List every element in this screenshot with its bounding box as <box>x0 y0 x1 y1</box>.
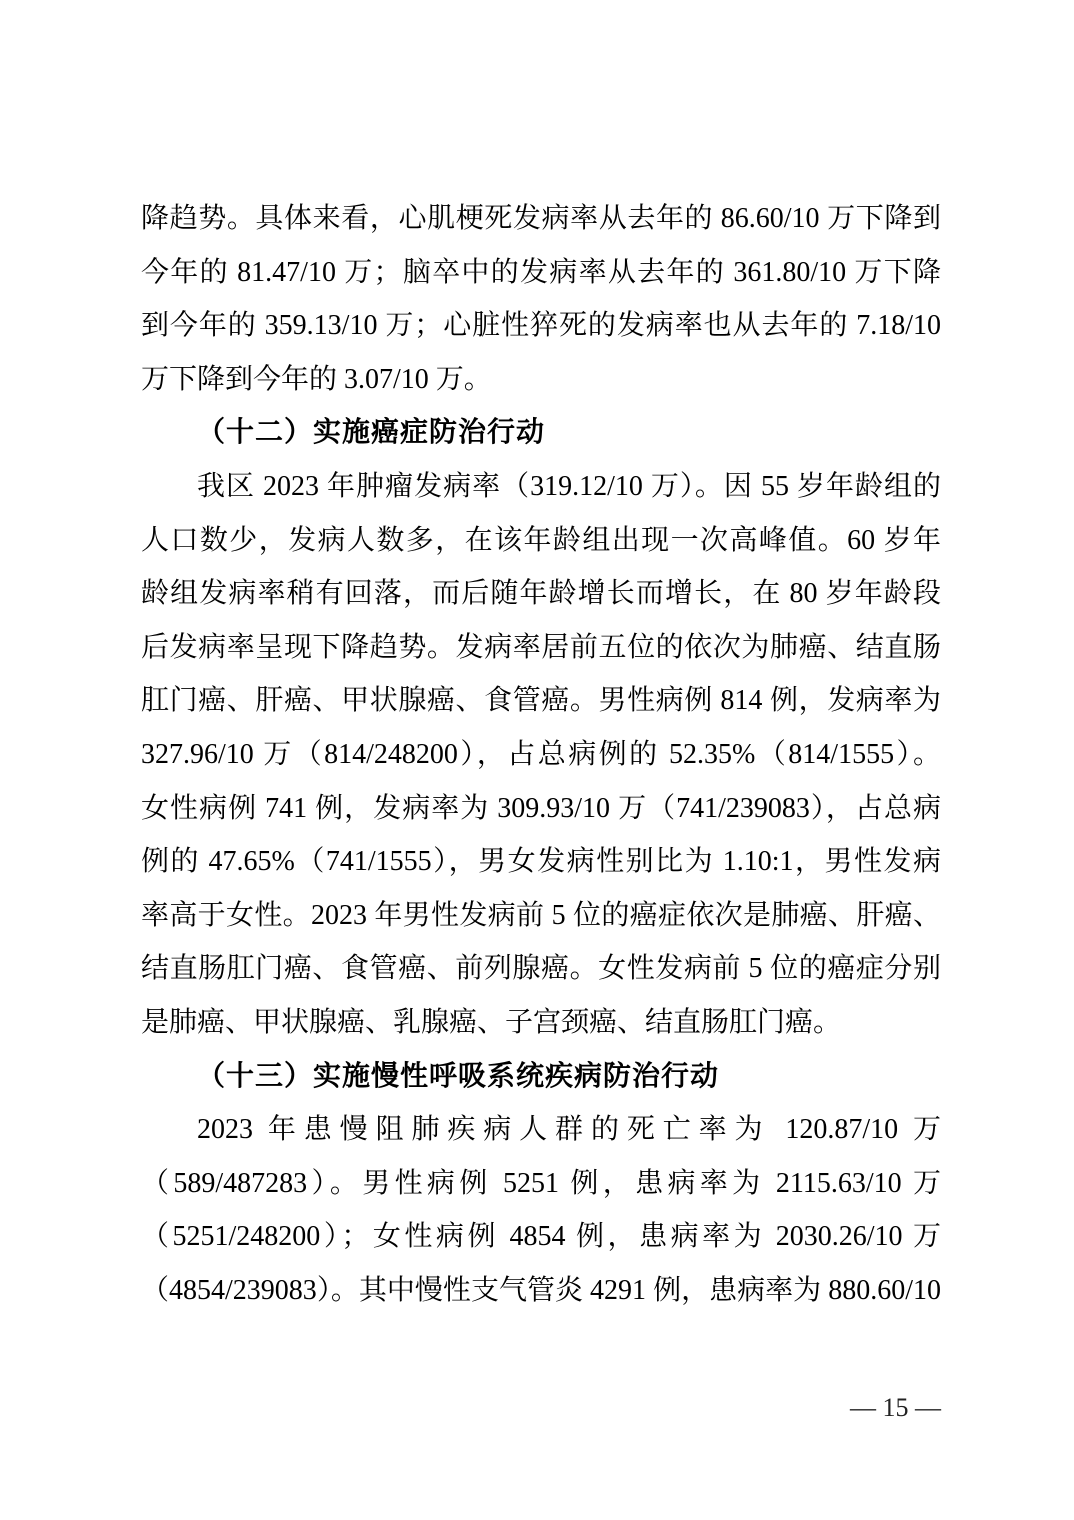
body-line: 到今年的 359.13/10 万；心脏性猝死的发病率也从去年的 7.18/10 <box>141 310 941 342</box>
body-line: 是肺癌、甲状腺癌、乳腺癌、子宫颈癌、结直肠肛门癌。 <box>141 1006 842 1038</box>
body-line: 后发病率呈现下降趋势。发病率居前五位的依次为肺癌、结直肠 <box>141 631 941 663</box>
body-line: 人口数少，发病人数多，在该年龄组出现一次高峰值。60 岁年 <box>141 524 941 556</box>
body-line: 327.96/10 万（814/248200），占总病例的 52.35%（814/1555）。 <box>141 738 941 770</box>
body-line: （5251/248200）；女性病例 4854 例，患病率为 2030.26/10 万 <box>141 1221 941 1253</box>
body-line: 肛门癌、肝癌、甲状腺癌、食管癌。男性病例 814 例，发病率为 <box>141 685 941 717</box>
body-line: 万下降到今年的 3.07/10 万。 <box>141 363 492 395</box>
document-body <box>141 192 941 1317</box>
body-line: 2023 年患慢阻肺疾病人群的死亡率为 120.87/10 万 <box>197 1114 941 1146</box>
body-line: 结直肠肛门癌、食管癌、前列腺癌。女性发病前 5 位的癌症分别 <box>141 953 941 985</box>
body-line: 女性病例 741 例，发病率为 309.93/10 万（741/239083），占总病 <box>141 792 941 824</box>
body-line: 龄组发病率稍有回落，而后随年龄增长而增长，在 80 岁年龄段 <box>141 578 941 610</box>
body-line: （589/487283）。男性病例 5251 例，患病率为 2115.63/10 万 <box>141 1167 941 1199</box>
body-line: 率高于女性。2023 年男性发病前 5 位的癌症依次是肺癌、肝癌、 <box>141 899 941 931</box>
body-line: 例的 47.65%（741/1555），男女发病性别比为 1.10:1，男性发病 <box>141 846 941 878</box>
section-13-heading: （十三）实施慢性呼吸系统疾病防治行动 <box>197 1060 720 1092</box>
page-number: — 15 — <box>850 1393 941 1422</box>
body-line: 我区 2023 年肿瘤发病率（319.12/10 万）。因 55 岁年龄组的 <box>197 470 941 502</box>
body-line: （4854/239083）。其中慢性支气管炎 4291 例，患病率为 880.60/10 <box>141 1274 941 1306</box>
section-12-heading: （十二）实施癌症防治行动 <box>197 417 546 449</box>
body-line: 降趋势。具体来看，心肌梗死发病率从去年的 86.60/10 万下降到 <box>141 203 941 234</box>
body-line: 今年的 81.47/10 万；脑卒中的发病率从去年的 361.80/10 万下降 <box>141 256 941 288</box>
